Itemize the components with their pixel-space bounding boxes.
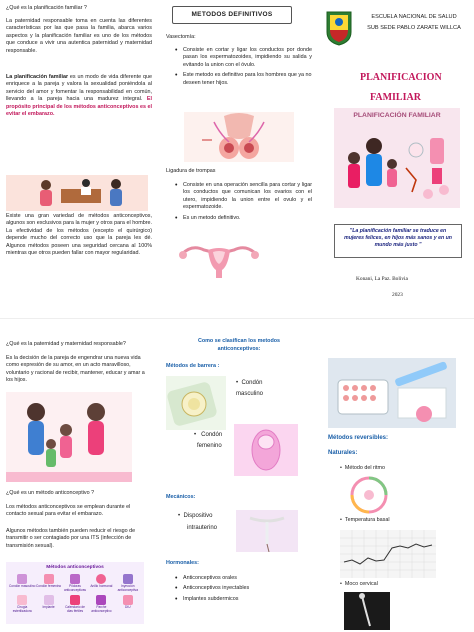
place-text: Konani, La Paz. Bolivia	[356, 276, 408, 282]
diu-line2: intrauterino	[187, 525, 218, 531]
page-divider	[0, 318, 474, 319]
reversibles-title: Métodos reversibles:	[328, 435, 389, 441]
year-text: 2023	[392, 292, 403, 298]
temperatura-item	[340, 517, 390, 524]
mecanicos-title: Mecánicos:	[166, 494, 196, 500]
cervical-mucus-image	[344, 592, 390, 630]
moco-cervical-item	[340, 581, 378, 588]
hormonales-title: Hormonales:	[166, 560, 199, 566]
condon-m-line2: masculino	[236, 390, 264, 397]
vasectomia-title: Vasectomía:	[166, 34, 196, 40]
label: Moco cervical	[344, 581, 378, 587]
metodo-ritmo-item	[340, 465, 385, 472]
condon-m-line1	[236, 378, 263, 389]
bullet: •	[340, 581, 345, 587]
condom-female-image	[234, 424, 298, 476]
method-cell: Cirugía esterilizadora	[9, 595, 35, 613]
barrera-title: Métodos de barrera :	[166, 363, 220, 369]
header-line2: anticonceptivos:	[217, 345, 261, 352]
iud-image	[236, 510, 298, 552]
condon-femenino-item	[194, 430, 222, 452]
condon-masculino-item	[236, 378, 263, 400]
methods-grid	[9, 574, 141, 613]
header-line1: Como se clasifican los metodos	[197, 338, 281, 344]
family-doctor-illustration	[6, 175, 148, 211]
paragraph-purpose: El propósito principal de los métodos anticonceptivos es el evitar el embarazo.	[6, 96, 152, 118]
method-cell: Parche anticonceptivo	[88, 595, 114, 613]
bullet: •	[340, 517, 345, 523]
bottom-middle-panel	[160, 320, 318, 632]
paragraph-text: es un modo de vida diferente que enriquece a la pareja y valora la sexualidad poniéndola al servicio del amor y fomentar la responsabilidad en común, llevando a la pareja hacia una madurez integral.	[6, 74, 152, 103]
bullet: •	[340, 465, 345, 471]
method-cell: Condón femenino	[35, 574, 61, 592]
poster-title: PLANIFICACIÓN FAMILIAR	[353, 112, 441, 119]
diu-item	[178, 510, 217, 534]
school-logo	[324, 10, 354, 46]
clasificacion-header	[160, 338, 318, 354]
school-line2: SUB SEDE PABLO ZARATE WILLCA	[367, 25, 461, 32]
label: Método del ritmo	[344, 465, 386, 471]
list-item: • Consiste en cortar y ligar los conductos por donde pasan los espermatozoides, impidiendo su salida y evitando la union con el óvulo.	[174, 47, 312, 69]
methods-chart	[6, 562, 144, 624]
quote-box	[334, 224, 462, 258]
method-cell: Inyección anticonceptiva	[115, 574, 141, 592]
label: Dispositivo	[183, 513, 213, 519]
school-name	[358, 14, 470, 33]
paragraph-variedad: Existe una gran variedad de métodos anticonceptivos, algunos son exclusivos para la mujer y otros para el hombre. La efectividad de los métodos (excepto el quirúrgico) depende mucho del correcto uso que la pareja les dé. Algunos métodos poseen una seguridad cercana al 100% mientras que otros pueden fallar con mayor regularidad.	[6, 213, 152, 257]
method-cell: Píldoras anticonceptivas	[62, 574, 88, 592]
condon-f-line2: femenino	[197, 442, 222, 449]
bullet: •	[236, 380, 242, 386]
label: Condón	[241, 380, 263, 386]
title-familiar: FAMILIAR	[370, 92, 421, 103]
diu-line1	[178, 510, 217, 522]
bottom-right-panel	[318, 320, 474, 632]
list-item: • Este metodo es definitivo para los hombres que ya no deseen tener hijos.	[174, 72, 312, 87]
methods-chart-title: Métodos anticonceptivos	[46, 565, 104, 570]
quote-text: "La planificación familiar se traduce en mujeres felices, en hijos más sanos y en un mundo más justo "	[344, 228, 452, 249]
paragraph-metodos: Los métodos anticonceptivos se emplean durante el contacto sexual para evitar el embarazo.	[6, 504, 131, 518]
q-anticonceptivo: ¿Qué es un método anticonceptivo ?	[6, 490, 95, 496]
condom-male-image	[166, 376, 226, 430]
top-left-panel	[0, 0, 158, 316]
vasectomia-list	[174, 47, 312, 90]
paragraph-decision: Es la decisión de la pareja de engendrar una nueva vida como expresión de su amor, en un acto maravilloso, voluntario y racional de recibir, mantener, educar y amar a los hijos.	[6, 355, 145, 384]
list-item: • Anticonceptivos orales	[174, 575, 314, 582]
paragraph-planificacion	[6, 74, 152, 119]
paragraph-paternidad: La paternidad responsable toma en cuenta las diferentes características por las que pasa la familia, abarca varios aspectos y la planificación familiar es uno de los métodos que conduce a vivir una autentica paternidad y maternidad responsable.	[6, 18, 152, 54]
q-planificacion: ¿Qué es la planificación familiar ?	[6, 5, 87, 11]
q-paternidad: ¿Qué es la paternidad y maternidad responsable?	[6, 341, 126, 347]
bullet: •	[178, 513, 184, 519]
label: Condón	[201, 432, 223, 438]
method-cell: Anillo hormonal	[88, 574, 114, 592]
list-item: • Anticonceptivos inyectables	[174, 585, 314, 592]
rhythm-calendar-image	[346, 476, 392, 514]
condon-f-line1	[194, 430, 222, 441]
uterus-illustration	[178, 238, 260, 280]
contraceptives-photo	[328, 358, 456, 428]
list-item: • Es un metodo definitivo.	[174, 215, 312, 222]
method-cell: Condón masculino	[9, 574, 35, 592]
method-cell: DIU	[115, 595, 141, 613]
metodos-definitivos-header	[172, 6, 292, 24]
ligadura-title: Ligadura de trompas	[166, 168, 216, 174]
paragraph-bold: La planificación familiar	[6, 74, 69, 80]
method-cell: Calendario de días fértiles	[62, 595, 88, 613]
bullet: •	[194, 432, 202, 438]
list-item: • Implantes subdermicos	[174, 596, 314, 603]
bottom-left-panel	[0, 320, 158, 632]
family-illustration	[6, 392, 132, 482]
planificacion-poster	[334, 108, 460, 208]
ligadura-list	[174, 182, 312, 225]
header-text: METODOS DEFINITIVOS	[191, 11, 273, 18]
temperature-chart-image	[340, 530, 436, 578]
top-right-panel	[318, 0, 474, 316]
hormonales-list	[174, 575, 314, 606]
title-planificacion: PLANIFICACION	[360, 72, 442, 83]
naturales-title: Naturales:	[328, 450, 358, 456]
list-item: • Consiste en una operación sencilla para cortar y ligar los conductos que comunican los ovarios con el utero, impidiendo la union entre el ovulo y el espermatozoide.	[174, 182, 312, 212]
method-cell: Implante	[35, 595, 61, 613]
label: Temperatura basal	[344, 517, 390, 523]
vasectomy-illustration	[184, 112, 294, 162]
paragraph-its: Algunos métodos también pueden reducir el riesgo de transmitir o ser contagiado por una ITS (infección de transmisión sexual).	[6, 528, 136, 549]
school-line1: ESCUELA NACIONAL DE SALUD	[371, 14, 457, 20]
top-middle-panel	[160, 0, 318, 316]
